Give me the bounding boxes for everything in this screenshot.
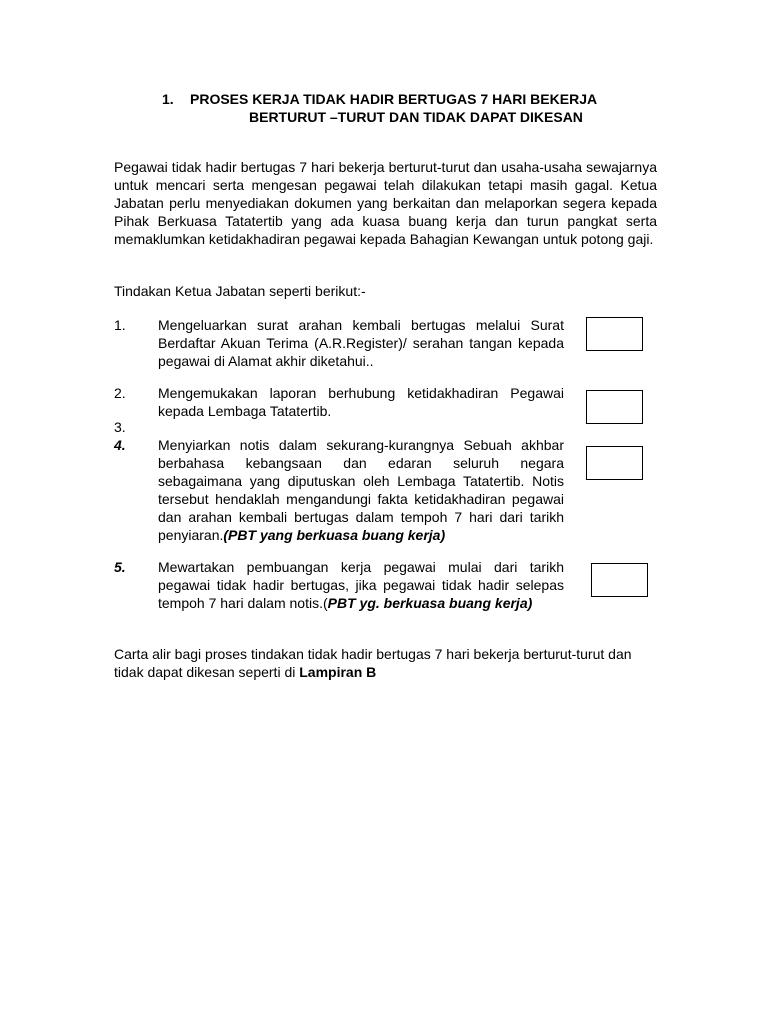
item-4-checkbox[interactable] <box>586 446 643 480</box>
item-2-checkbox[interactable] <box>586 390 643 424</box>
item-2-text: Mengemukakan laporan berhubung ketidakhadiran Pegawai kepada Lembaga Tatatertib. <box>158 385 564 419</box>
item-5-number: 5. <box>114 559 126 575</box>
intro-paragraph: Pegawai tidak hadir bertugas 7 hari bekerja berturut-turut dan usaha-usaha sewajarnya untuk mencari serta mengesan pegawai telah dilakukan tetapi masih gagal. Ketua Jabatan perlu menyediakan dokumen yang berkaitan dan melaporkan segera kepada Pihak Berkuasa Tatatertib yang ada kuasa buang kerja dan turun pangkat serta memaklumkan ketidakhadiran pegawai kepada Bahagian Kewangan untuk potong gaji. <box>114 159 657 247</box>
heading-line-1: PROSES KERJA TIDAK HADIR BERTUGAS 7 HARI BEKERJA <box>190 91 598 107</box>
closing-paragraph <box>114 645 659 681</box>
heading-number: 1. <box>162 91 174 107</box>
item-4-text <box>158 436 564 544</box>
item-4-body: Menyiarkan notis dalam sekurang-kurangnya Sebuah akhbar berbahasa kebangsaan dan edaran seluruh negara sebagaimana yang diputuskan oleh Lembaga Tatatertib. Notis tersebut hendaklah mengandungi fakta ketidakhadiran pegawai dan arahan kembali bertugas dalam tempoh 7 hari dari tarikh penyiaran. <box>158 437 564 543</box>
item-4-number: 4. <box>114 437 126 453</box>
item-1-text: Mengeluarkan surat arahan kembali bertugas melalui Surat Berdaftar Akuan Terima (A.R.Register)/ serahan tangan kepada pegawai di Alamat akhir diketahui.. <box>158 317 564 369</box>
item-5-emphasis: PBT yg. berkuasa buang kerja) <box>327 595 533 611</box>
heading-line-2: BERTURUT –TURUT DAN TIDAK DAPAT DIKESAN <box>249 109 583 125</box>
actions-lead: Tindakan Ketua Jabatan seperti berikut:- <box>114 283 366 299</box>
item-3-number: 3. <box>114 419 126 435</box>
closing-text: Carta alir bagi proses tindakan tidak hadir bertugas 7 hari bekerja berturut-turut dan tidak dapat dikesan seperti di <box>114 646 632 680</box>
item-1-checkbox[interactable] <box>586 317 643 351</box>
item-2-number: 2. <box>114 385 126 401</box>
item-5-checkbox[interactable] <box>591 563 648 597</box>
item-5-body: Mewartakan pembuangan kerja pegawai mulai dari tarikh pegawai tidak hadir bertugas, jika pegawai tidak hadir selepas tempoh 7 hari dalam notis.( <box>158 559 564 611</box>
item-5-text <box>158 558 564 612</box>
item-4-emphasis: (PBT yang berkuasa buang kerja) <box>223 527 446 543</box>
item-1-number: 1. <box>114 317 126 333</box>
closing-reference: Lampiran B <box>299 664 377 680</box>
